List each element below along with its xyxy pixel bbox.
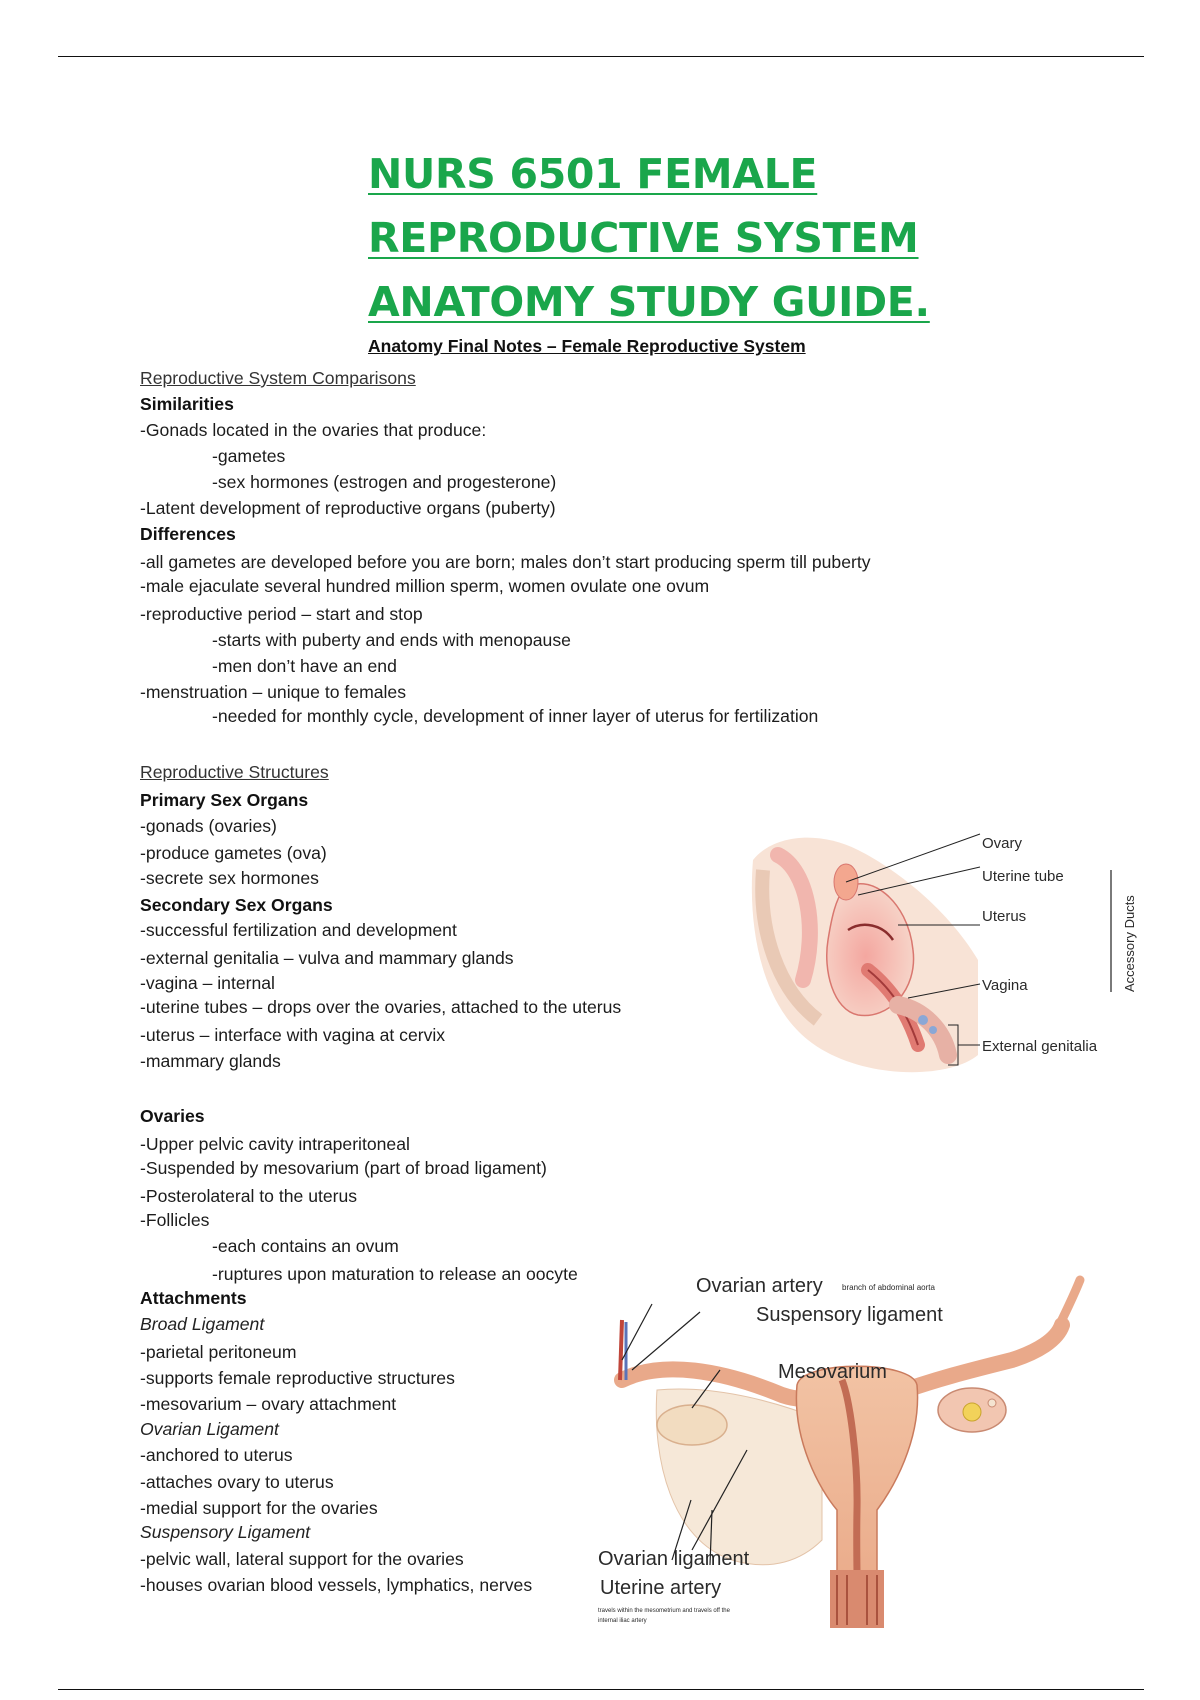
list-item: -mammary glands [140, 1051, 281, 1071]
label-ovarian-artery: Ovarian artery [696, 1275, 823, 1297]
subtitle: Anatomy Final Notes – Female Reproductive System [368, 336, 806, 356]
list-item: -Posterolateral to the uterus [140, 1186, 358, 1206]
list-item: -male ejaculate several hundred million sperm, women ovulate one ovum [140, 576, 710, 596]
list-item: -attaches ovary to uterus [140, 1472, 334, 1492]
ovarian-ligament-heading: Ovarian Ligament [140, 1419, 279, 1439]
label-ovarian-ligament: Ovarian ligament [598, 1548, 750, 1570]
list-item: -Suspended by mesovarium (part of broad ligament) [140, 1158, 547, 1178]
list-item: -Gonads located in the ovaries that produce: [140, 420, 487, 440]
suspensory-ligament-heading: Suspensory Ligament [140, 1522, 311, 1542]
label-mesovarium: Mesovarium [778, 1361, 887, 1383]
differences-heading: Differences [140, 524, 236, 544]
list-item: -gonads (ovaries) [140, 816, 277, 836]
list-item: -secrete sex hormones [140, 868, 319, 888]
label-accessory-ducts: Accessory Ducts [1122, 895, 1137, 992]
list-item: -pelvic wall, lateral support for the ovaries [140, 1549, 464, 1569]
secondary-heading: Secondary Sex Organs [140, 895, 333, 915]
list-item: -needed for monthly cycle, development of inner layer of uterus for fertilization [212, 706, 819, 726]
top-rule [58, 56, 1144, 57]
label-ovary: Ovary [982, 835, 1023, 852]
bottom-rule [58, 1689, 1144, 1690]
list-item: -external genitalia – vulva and mammary glands [140, 948, 514, 968]
list-item: -reproductive period – start and stop [140, 604, 423, 624]
list-item: -uterus – interface with vagina at cervix [140, 1025, 446, 1045]
list-item: -supports female reproductive structures [140, 1368, 455, 1388]
ovaries-heading: Ovaries [140, 1106, 205, 1126]
title-line-1: NURS 6501 FEMALE [368, 150, 818, 198]
list-item: -gametes [212, 446, 286, 466]
list-item: -uterine tubes – drops over the ovaries, attached to the uterus [140, 997, 622, 1017]
list-item: -each contains an ovum [212, 1236, 399, 1256]
sagittal-pelvis-figure [748, 830, 1148, 1085]
label-uterine-artery-note-1: travels within the mesometrium and travels off the [598, 1608, 730, 1614]
list-item: -parietal peritoneum [140, 1342, 297, 1362]
label-uterus: Uterus [982, 908, 1027, 925]
list-item: -Upper pelvic cavity intraperitoneal [140, 1134, 410, 1154]
list-item: -houses ovarian blood vessels, lymphatics, nerves [140, 1575, 533, 1595]
broad-ligament-heading: Broad Ligament [140, 1314, 265, 1334]
list-item: -men don’t have an end [212, 656, 397, 676]
ovarian-ligaments-illustration [592, 1260, 1112, 1640]
label-uterine-artery: Uterine artery [600, 1577, 722, 1599]
label-ovarian-artery-note: branch of abdominal aorta [842, 1283, 935, 1292]
list-item: -medial support for the ovaries [140, 1498, 378, 1518]
title-line-3: ANATOMY STUDY GUIDE. [368, 278, 930, 326]
ovarian-ligaments-figure [592, 1260, 1112, 1640]
list-item: -mesovarium – ovary attachment [140, 1394, 397, 1414]
list-item: -starts with puberty and ends with menopause [212, 630, 571, 650]
label-suspensory-ligament: Suspensory ligament [756, 1304, 943, 1326]
list-item: -all gametes are developed before you are born; males don’t start producing sperm till puberty [140, 552, 871, 572]
list-item: -menstruation – unique to females [140, 682, 407, 702]
list-item: -successful fertilization and development [140, 920, 457, 940]
list-item: -Follicles [140, 1210, 210, 1230]
list-item: -sex hormones (estrogen and progesterone) [212, 472, 557, 492]
list-item: -produce gametes (ova) [140, 843, 327, 863]
label-external-genitalia: External genitalia [982, 1038, 1098, 1055]
similarities-heading: Similarities [140, 394, 234, 414]
label-uterine-artery-note-2: internal iliac artery [598, 1618, 647, 1624]
document-title [368, 142, 930, 334]
sagittal-pelvis-illustration [748, 830, 1148, 1085]
structures-heading: Reproductive Structures [140, 762, 329, 782]
comparisons-heading: Reproductive System Comparisons [140, 368, 416, 388]
label-vagina: Vagina [982, 977, 1028, 994]
title-line-2: REPRODUCTIVE SYSTEM [368, 214, 919, 262]
label-uterine-tube: Uterine tube [982, 868, 1064, 885]
list-item: -vagina – internal [140, 973, 275, 993]
attachments-heading: Attachments [140, 1288, 247, 1308]
list-item: -anchored to uterus [140, 1445, 293, 1465]
primary-heading: Primary Sex Organs [140, 790, 309, 810]
list-item: -Latent development of reproductive organs (puberty) [140, 498, 556, 518]
list-item: -ruptures upon maturation to release an oocyte [212, 1264, 578, 1284]
